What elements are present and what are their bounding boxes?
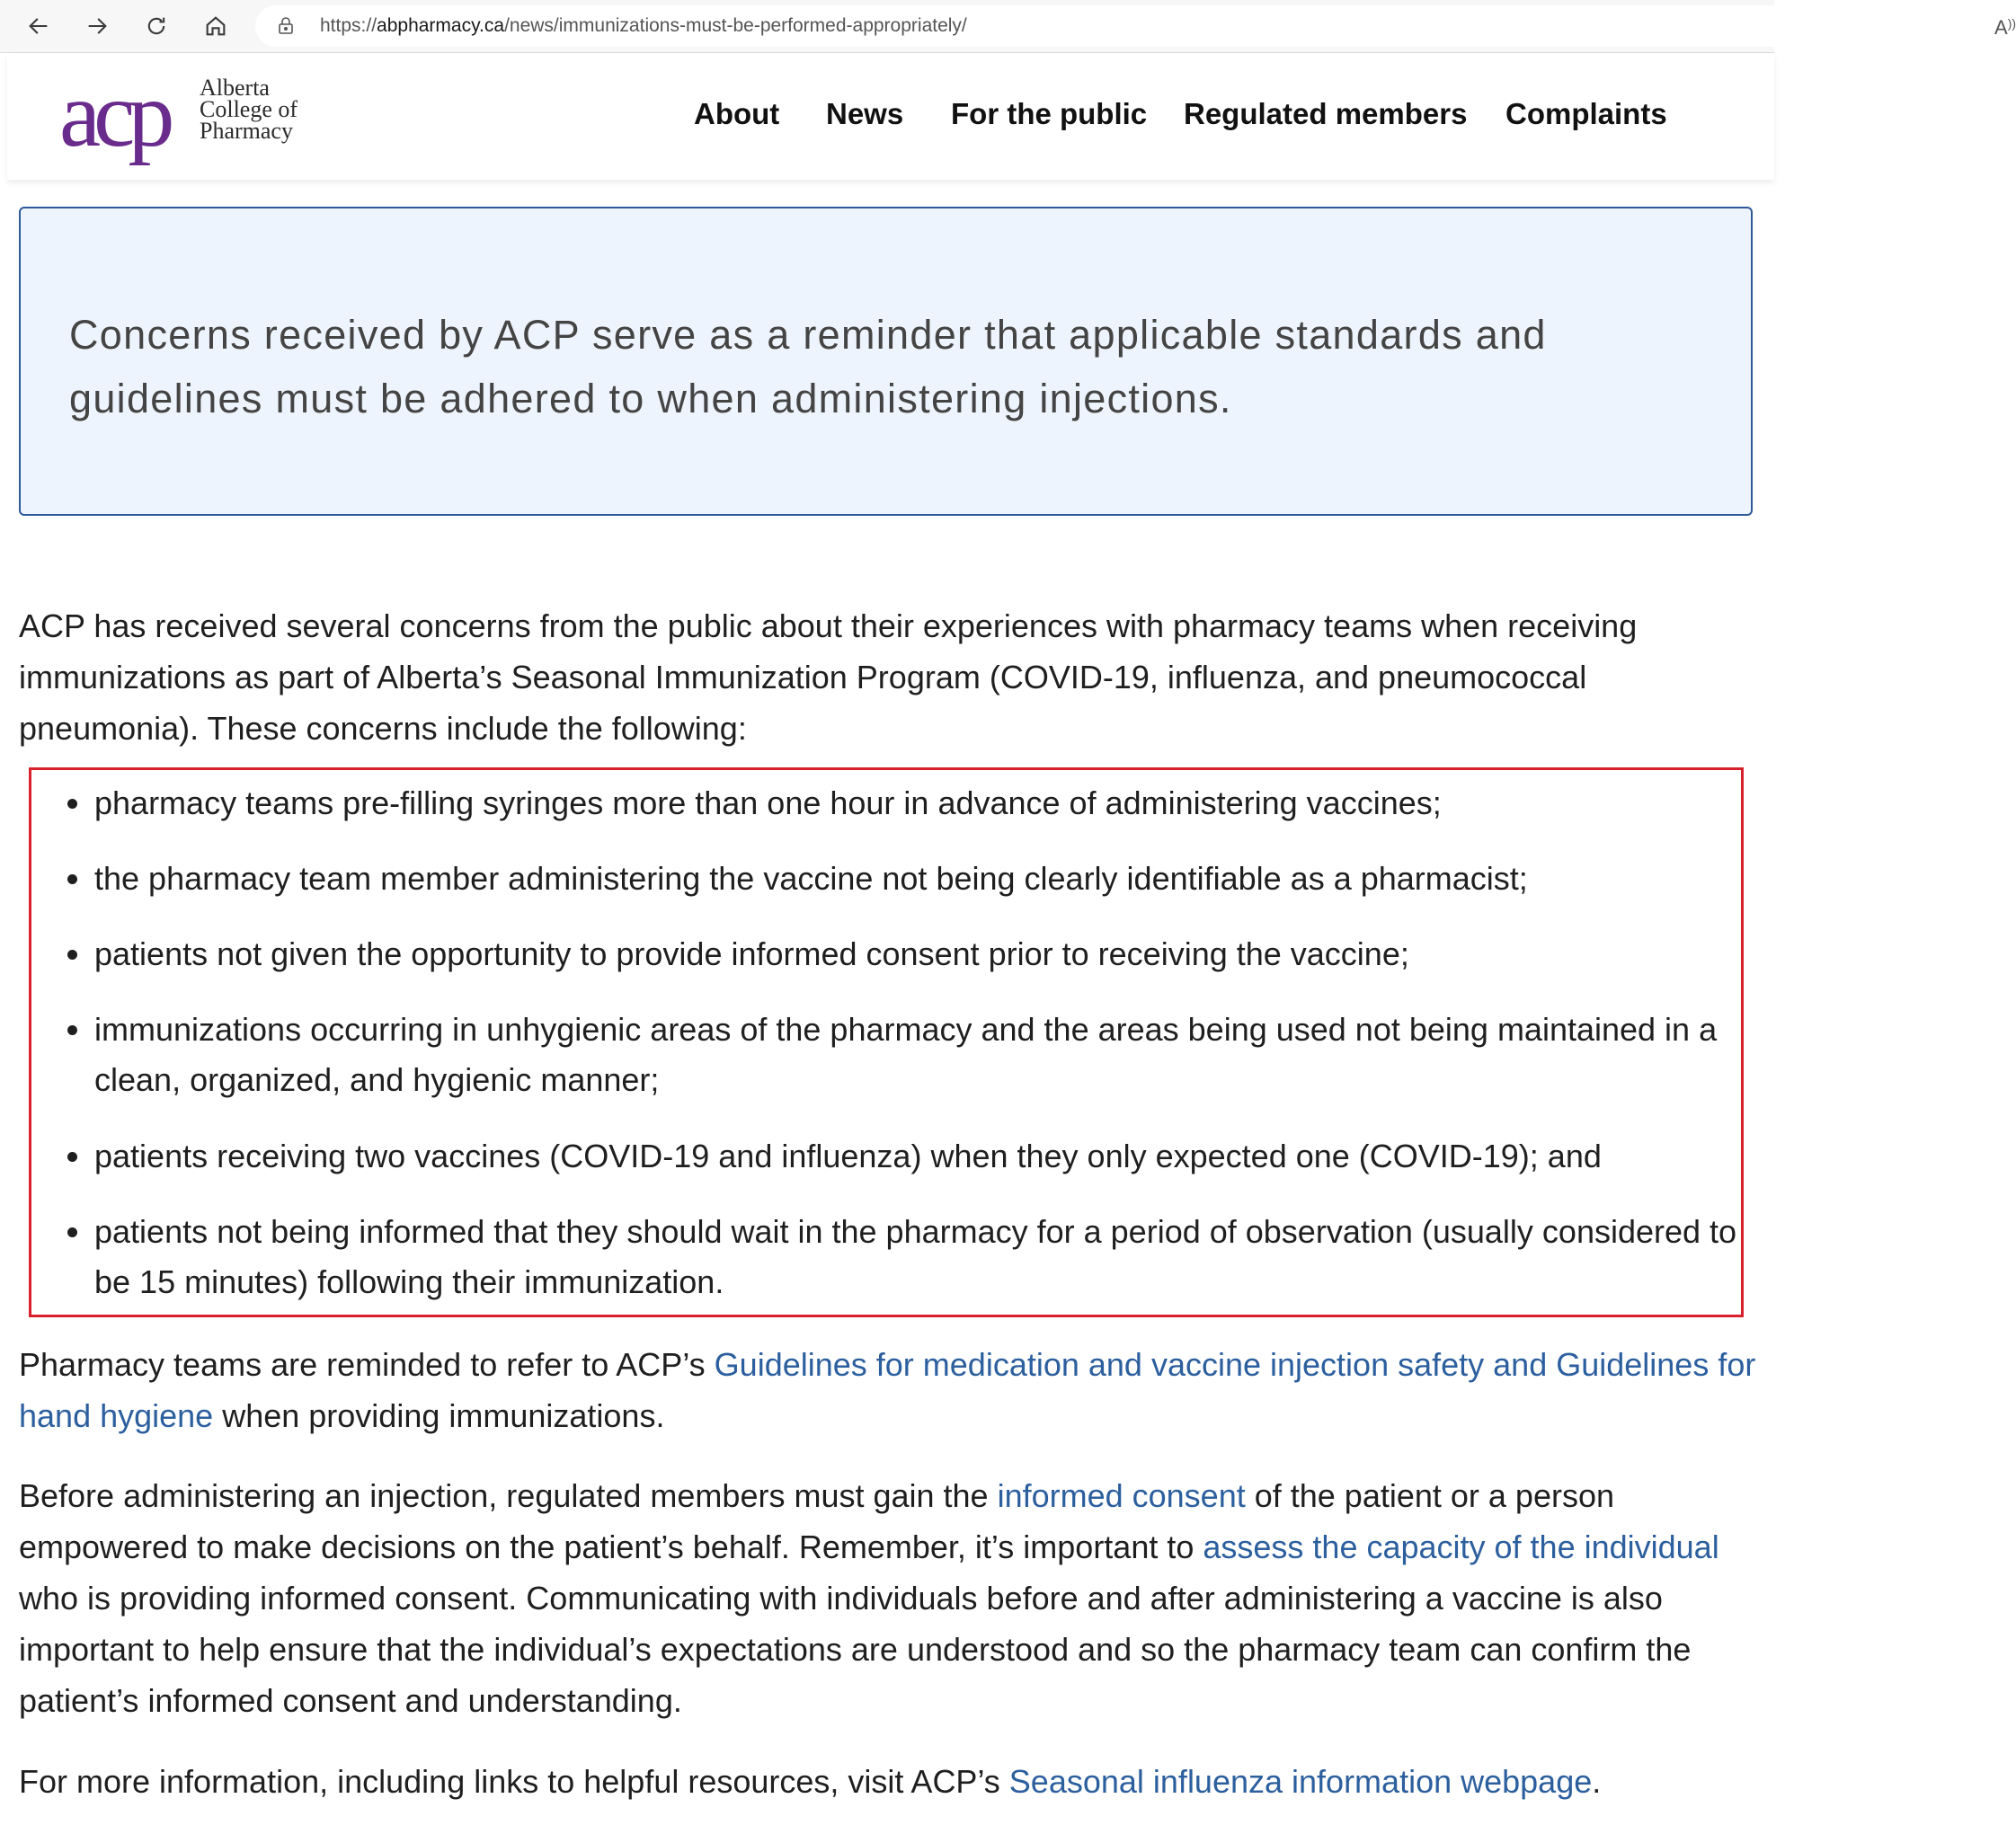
url-domain: abpharmacy.ca [377,15,505,36]
bullet-icon [67,799,77,809]
refresh-icon [144,13,169,39]
back-button[interactable] [20,7,58,45]
concern-text: patients not given the opportunity to provide informed consent prior to receiving the vaccine; [94,935,1409,972]
informed-consent-link[interactable]: informed consent [997,1477,1246,1514]
home-button[interactable] [197,7,235,45]
more-info-paragraph [19,1756,1763,1807]
concern-text: immunizations occurring in unhygienic areas of the pharmacy and the areas being used not being maintained in a clean, organized, and hygienic manner; [94,1011,1718,1098]
nav-for-the-public[interactable]: For the public [951,97,1148,130]
bullet-icon [67,1025,77,1035]
consent-paragraph [19,1470,1763,1726]
guidelines-link[interactable]: Guidelines for medication and vaccine injection safety and Guidelines for hand hygiene [19,1346,1756,1434]
concern-text: pharmacy teams pre-filling syringes more than one hour in advance of administering vaccines; [94,784,1442,821]
nav-about[interactable]: About [694,97,780,130]
browser-toolbar [0,0,2016,53]
assess-capacity-link[interactable]: assess the capacity of the individual [1203,1528,1719,1565]
consent-text-2: of the patient or a person empowered to make decisions on the patient’s behalf. Remember, it’s important to [19,1477,1615,1565]
url-text[interactable] [320,15,967,37]
site-header [7,54,1774,180]
refresh-button[interactable] [138,7,175,45]
bullet-icon [67,950,77,960]
nav-regulated-members[interactable]: Regulated members [1184,97,1468,130]
logo-line-1: Alberta [200,75,270,101]
concern-text: patients receiving two vaccines (COVID-19 and influenza) when they only expected one (COVID-19); and [94,1138,1602,1174]
arrow-left-icon [26,13,51,39]
url-prefix: https:// [320,15,377,36]
consent-text-1: Before administering an injection, regulated members must gain the [19,1477,998,1514]
more-info-text: For more information, including links to helpful resources, visit ACP’s [19,1763,1009,1800]
nav-news[interactable]: News [826,97,904,130]
seasonal-influenza-link[interactable]: Seasonal influenza information webpage [1008,1763,1593,1800]
callout-text: Concerns received by ACP serve as a reminder that applicable standards and guidelines must be adhered to when administering injections. [69,312,1547,421]
intro-paragraph: ACP has received several concerns from the public about their experiences with pharmacy teams when receiving immunizations as part of Alberta’s Seasonal Immunization Program (COVID-19, influenza, and pneumococcal pneumonia). These concerns include the following: [19,607,1638,747]
logo-mark: acp [59,63,168,166]
arrow-right-icon [84,13,110,39]
nav-complaints[interactable]: Complaints [1505,97,1667,130]
logo-wordmark [200,77,298,142]
concern-text: the pharmacy team member administering the vaccine not being clearly identifiable as a pharmacist; [94,860,1528,897]
more-info-text-end: . [1592,1763,1602,1800]
forward-button[interactable] [78,7,116,45]
concern-text: patients not being informed that they should wait in the pharmacy for a period of observation (usually considered to be 15 minutes) following their immunization. [94,1213,1737,1300]
callout-box [19,207,1753,516]
logo-line-2: College of [200,96,298,122]
bullet-icon [67,1152,77,1162]
logo-line-3: Pharmacy [200,118,293,144]
reminder-paragraph [19,1339,1763,1441]
reminder-text-end: when providing immunizations. [213,1397,665,1434]
reminder-text: Pharmacy teams are reminded to refer to ACP’s [19,1346,715,1383]
lock-icon[interactable] [275,15,297,37]
url-path: /news/immunizations-must-be-performed-appropriately/ [504,15,967,36]
address-bar[interactable] [255,5,2016,47]
bullet-icon [67,1227,77,1237]
read-aloud-icon[interactable]: A)) [1994,16,2016,39]
consent-text-3: who is providing informed consent. Communicating with individuals before and after administering a vaccine is also important to help ensure that the individual’s expectations are understood and so the pharmacy team can confirm the patient’s informed consent and understanding. [19,1580,1692,1719]
home-icon [203,13,228,39]
bullet-icon [67,874,77,884]
